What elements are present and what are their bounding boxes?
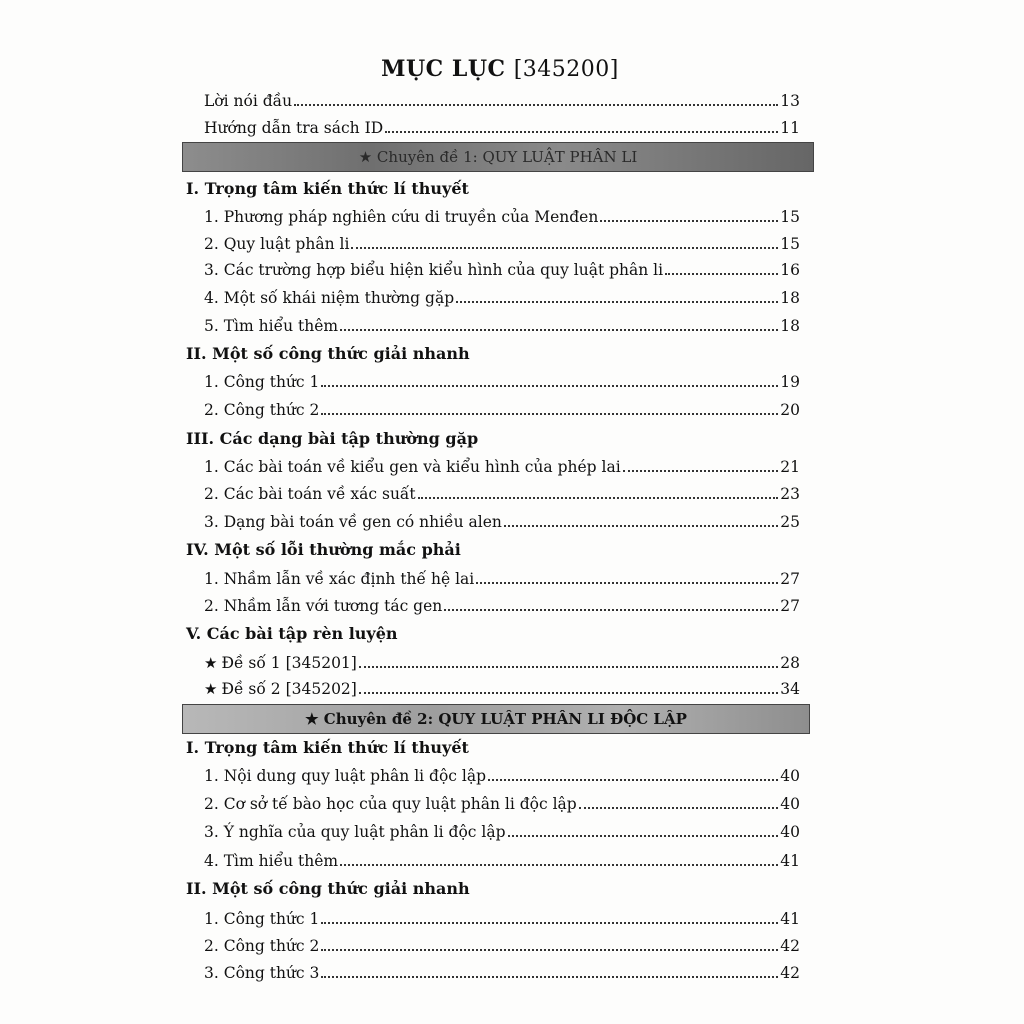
entry-page: 18 — [780, 289, 800, 307]
leader-dots — [476, 569, 778, 584]
entry-page: 40 — [780, 823, 800, 841]
toc-entry[interactable] — [204, 315, 800, 337]
entry-page: 20 — [780, 401, 800, 419]
section-heading: I. Trọng tâm kiến thức lí thuyết — [186, 738, 469, 757]
entry-page: 23 — [780, 485, 800, 503]
toc-entry[interactable] — [204, 259, 800, 281]
leader-dots — [351, 234, 778, 249]
leader-dots — [418, 484, 779, 499]
entry-label: Hướng dẫn tra sách ID — [204, 119, 384, 137]
toc-entry[interactable] — [204, 456, 800, 478]
section-heading: V. Các bài tập rèn luyện — [186, 624, 398, 643]
leader-dots — [508, 822, 779, 837]
section-heading: II. Một số công thức giải nhanh — [186, 344, 470, 363]
leader-dots — [321, 963, 778, 978]
entry-label: 3. Công thức 3 — [204, 964, 320, 982]
entry-label: 2. Công thức 2 — [204, 401, 320, 419]
toc-entry[interactable] — [204, 793, 800, 815]
entry-label: 2. Quy luật phân li — [204, 235, 350, 253]
leader-dots — [340, 851, 778, 866]
leader-dots — [294, 91, 778, 106]
toc-entry[interactable] — [204, 90, 800, 112]
entry-label: 3. Dạng bài toán về gen có nhiều alen — [204, 513, 502, 531]
section-heading: I. Trọng tâm kiến thức lí thuyết — [186, 179, 469, 198]
entry-page: 27 — [780, 570, 800, 588]
entry-page: 42 — [780, 937, 800, 955]
toc-entry[interactable] — [204, 850, 800, 872]
star-icon: ★ — [204, 654, 218, 672]
entry-label: 4. Tìm hiểu thêm — [204, 852, 339, 870]
entry-page: 40 — [780, 795, 800, 813]
entry-page: 41 — [780, 852, 800, 870]
toc-entry[interactable] — [204, 765, 800, 787]
entry-label: 2. Các bài toán về xác suất — [204, 485, 416, 503]
section-heading: III. Các dạng bài tập thường gặp — [186, 429, 479, 448]
entry-page: 28 — [780, 654, 800, 672]
toc-entry[interactable] — [204, 908, 800, 930]
leader-dots — [385, 118, 778, 133]
toc-entry[interactable] — [204, 511, 800, 533]
entry-page: 21 — [780, 458, 800, 476]
leader-dots — [623, 457, 779, 472]
leader-dots — [456, 288, 778, 303]
leader-dots — [321, 372, 778, 387]
entry-label: Đề số 1 [345201] — [221, 654, 357, 672]
toc-entry[interactable] — [204, 595, 800, 617]
entry-page: 40 — [780, 767, 800, 785]
toc-entry[interactable] — [204, 399, 800, 421]
toc-entry[interactable] — [204, 568, 800, 590]
toc-entry[interactable] — [204, 652, 800, 674]
entry-page: 13 — [780, 92, 800, 110]
entry-label: 2. Công thức 2 — [204, 937, 320, 955]
entry-label: 2. Nhầm lẫn với tương tác gen — [204, 597, 443, 615]
leader-dots — [488, 766, 778, 781]
leader-dots — [321, 936, 778, 951]
section-heading: II. Một số công thức giải nhanh — [186, 879, 470, 898]
leader-dots — [321, 909, 778, 924]
chapter-2-banner[interactable]: ★ Chuyên đề 2: QUY LUẬT PHÂN LI ĐỘC LẬP — [182, 704, 810, 734]
chapter-1-banner[interactable]: ★ Chuyên đề 1: QUY LUẬT PHÂN LI — [182, 142, 814, 172]
toc-entry[interactable] — [204, 962, 800, 984]
entry-page: 15 — [780, 208, 800, 226]
leader-dots — [340, 316, 778, 331]
section-heading: IV. Một số lỗi thường mắc phải — [186, 540, 461, 559]
toc-entry[interactable] — [204, 206, 800, 228]
entry-label: Lời nói đầu — [204, 92, 293, 110]
entry-page: 19 — [780, 373, 800, 391]
leader-dots — [359, 653, 778, 668]
star-icon: ★ — [204, 680, 218, 698]
entry-label: 4. Một số khái niệm thường gặp — [204, 289, 455, 307]
entry-label: 5. Tìm hiểu thêm — [204, 317, 339, 335]
entry-label: 3. Các trường hợp biểu hiện kiểu hình của quy luật phân li — [204, 261, 664, 279]
title-code: [345200] — [513, 57, 619, 82]
leader-dots — [665, 260, 778, 275]
leader-dots — [504, 512, 778, 527]
entry-page: 15 — [780, 235, 800, 253]
leader-dots — [359, 679, 778, 694]
entry-label: 3. Ý nghĩa của quy luật phân li độc lập — [204, 823, 506, 841]
toc-entry[interactable] — [204, 935, 800, 957]
toc-entry[interactable] — [204, 371, 800, 393]
entry-page: 18 — [780, 317, 800, 335]
entry-label: Đề số 2 [345202] — [221, 680, 357, 698]
entry-page: 34 — [780, 680, 800, 698]
entry-page: 16 — [780, 261, 800, 279]
leader-dots — [321, 400, 778, 415]
leader-dots — [600, 207, 778, 222]
entry-page: 41 — [780, 910, 800, 928]
toc-entry[interactable] — [204, 287, 800, 309]
toc-entry[interactable] — [204, 483, 800, 505]
leader-dots — [579, 794, 779, 809]
entry-label: 1. Nhầm lẫn về xác định thế hệ lai — [204, 570, 475, 588]
entry-label: 1. Phương pháp nghiên cứu di truyền của Menđen — [204, 208, 599, 226]
toc-entry[interactable] — [204, 233, 800, 255]
page-title — [0, 56, 1000, 82]
entry-label: 1. Công thức 1 — [204, 910, 320, 928]
entry-page: 25 — [780, 513, 800, 531]
toc-entry[interactable] — [204, 678, 800, 700]
entry-page: 42 — [780, 964, 800, 982]
title-main: MỤC LỤC — [381, 56, 506, 82]
entry-page: 11 — [780, 119, 800, 137]
entry-label: 1. Các bài toán về kiểu gen và kiểu hình của phép lai — [204, 458, 621, 476]
toc-entry[interactable] — [204, 117, 800, 139]
leader-dots — [444, 596, 778, 611]
entry-label: 1. Công thức 1 — [204, 373, 320, 391]
entry-label: 2. Cơ sở tế bào học của quy luật phân li độc lập — [204, 795, 577, 813]
toc-entry[interactable] — [204, 821, 800, 843]
entry-label: 1. Nội dung quy luật phân li độc lập — [204, 767, 487, 785]
entry-page: 27 — [780, 597, 800, 615]
